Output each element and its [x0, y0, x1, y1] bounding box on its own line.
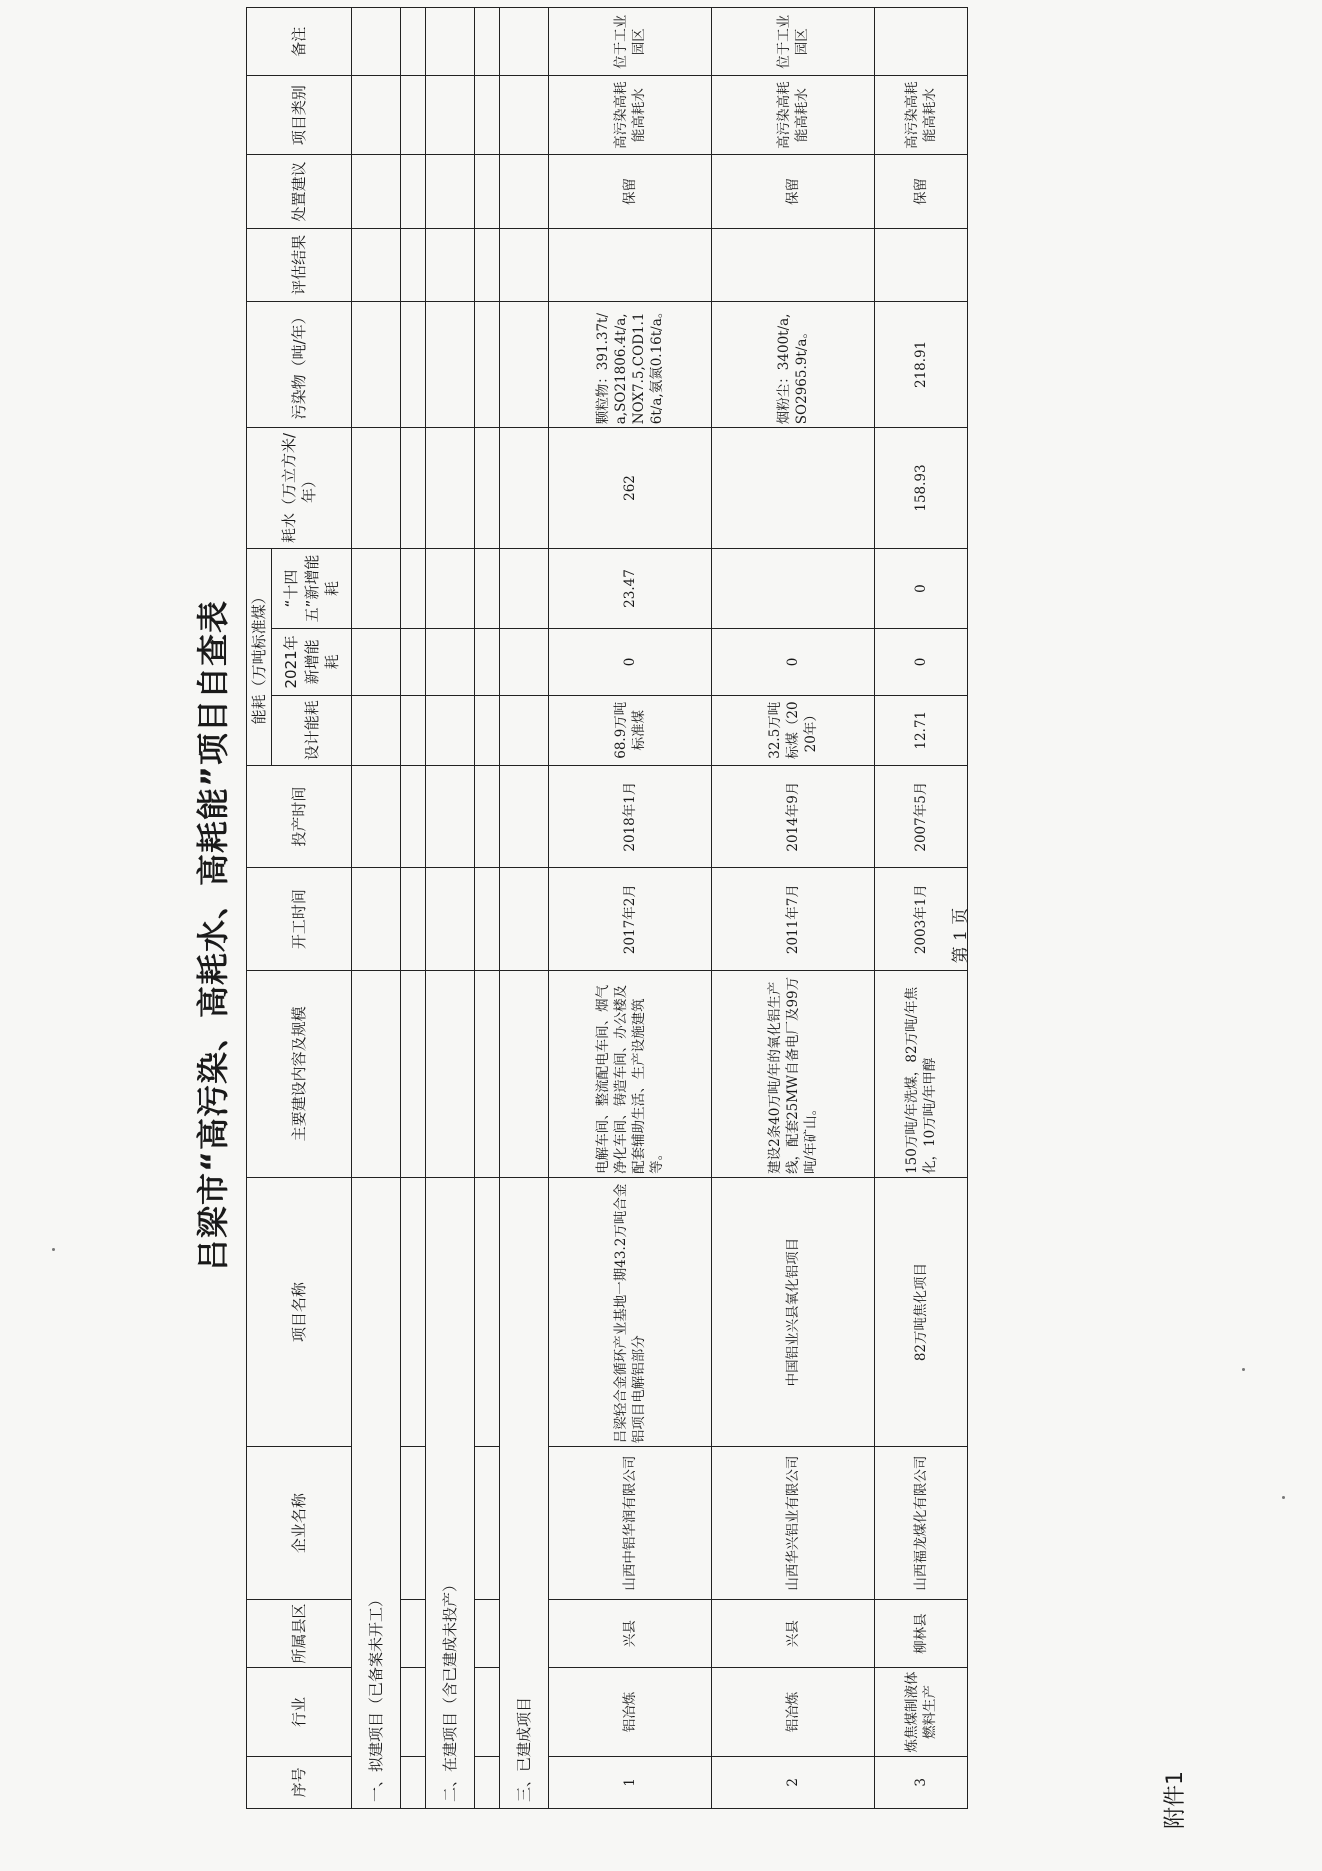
- cell-industry: 炼焦煤制液体燃料生产: [875, 1668, 968, 1756]
- header-content: 主要建设内容及规模: [247, 970, 352, 1177]
- scan-speck: [1282, 1496, 1285, 1499]
- cell-water: 158.93: [875, 428, 968, 549]
- cell-industry: 铝冶炼: [549, 1668, 712, 1756]
- section-row-built: [500, 8, 549, 1809]
- cell-project: 吕梁轻合金循环产业基地一期43.2万吨合金铝项目电解铝部分: [549, 1177, 712, 1446]
- scan-speck: [52, 1248, 55, 1251]
- header-company: 企业名称: [247, 1447, 352, 1600]
- header-seq: 序号: [247, 1756, 352, 1808]
- cell-content: 电解车间、整流配电车间、烟气净化车间、铸造车间、办公楼及配套辅助生活、生产设施建筑等。: [549, 970, 712, 1177]
- cell-design-energy: 32.5万吨标煤（2020年）: [712, 695, 875, 765]
- cell-pollutant: 烟粉尘：3400t/a,SO2965.9t/a。: [712, 301, 875, 428]
- header-project: 项目名称: [247, 1177, 352, 1446]
- self-check-table: [246, 7, 968, 1809]
- cell-company: 山西福龙煤化有限公司: [875, 1447, 968, 1600]
- cell-start: 2011年7月: [712, 868, 875, 971]
- empty-row: [401, 8, 426, 1809]
- cell-county: 柳林县: [875, 1599, 968, 1667]
- cell-seq: 3: [875, 1756, 968, 1808]
- cell-evaluation: [549, 229, 712, 301]
- cell-seq: 2: [712, 1756, 875, 1808]
- cell-remark: 位于工业园区: [712, 8, 875, 76]
- page-title: 吕梁市“高污染、高耗水、高耗能”项目自查表: [194, 599, 232, 1272]
- empty-row: [475, 8, 500, 1809]
- cell-content: 150万吨/年洗煤，82万吨/年焦化，10万吨/年甲醇: [875, 970, 968, 1177]
- header-disposal: 处置建议: [247, 154, 352, 228]
- cell-water: 262: [549, 428, 712, 549]
- cell-county: 兴县: [549, 1599, 712, 1667]
- cell-design-energy: 12.71: [875, 695, 968, 765]
- cell-disposal: 保留: [549, 154, 712, 228]
- cell-company: 山西华兴铝业有限公司: [712, 1447, 875, 1600]
- cell-remark: 位于工业园区: [549, 8, 712, 76]
- cell-disposal: 保留: [712, 154, 875, 228]
- cell-pollutant: 218.91: [875, 301, 968, 428]
- section-label-built: 三、已建成项目: [500, 1177, 549, 1808]
- cell-energy-2021: 0: [549, 629, 712, 695]
- header-row: [247, 8, 272, 1809]
- cell-category: 高污染高耗能高耗水: [549, 76, 712, 154]
- cell-pollutant: 颗粒物：391.37t/a,SO21806.4t/a,NOX7.5,COD1.16t/a,氨氮0.16t/a。: [549, 301, 712, 428]
- header-production: 投产时间: [247, 765, 352, 868]
- page-number: 第 1 页: [951, 907, 971, 964]
- cell-energy-14th: [712, 548, 875, 628]
- cell-start: 2017年2月: [549, 868, 712, 971]
- cell-energy-2021: 0: [875, 629, 968, 695]
- section-label-planned: 一、拟建项目（已备案未开工）: [352, 1177, 401, 1808]
- header-county: 所属县区: [247, 1599, 352, 1667]
- cell-design-energy: 68.9万吨标准煤: [549, 695, 712, 765]
- cell-content: 建设2条40万吨/年的氧化铝生产线，配套25MW自备电厂及99万吨/年矿山。: [712, 970, 875, 1177]
- header-category: 项目类别: [247, 76, 352, 154]
- annex-label: 附件1: [1163, 1771, 1188, 1829]
- header-evaluation: 评估结果: [247, 229, 352, 301]
- cell-start: 2003年1月: [875, 868, 968, 971]
- cell-county: 兴县: [712, 1599, 875, 1667]
- header-industry: 行业: [247, 1668, 352, 1756]
- section-row-under-construction: [426, 8, 475, 1809]
- cell-production: 2018年1月: [549, 765, 712, 868]
- cell-category: 高污染高耗能高耗水: [712, 76, 875, 154]
- cell-industry: 铝冶炼: [712, 1668, 875, 1756]
- header-remark: 备注: [247, 8, 352, 76]
- header-pollutant: 污染物（吨/年）: [247, 301, 352, 428]
- cell-energy-14th: 0: [875, 548, 968, 628]
- header-water: 耗水（万立方米/年）: [247, 428, 352, 549]
- cell-project: 82万吨焦化项目: [875, 1177, 968, 1446]
- scan-speck: [1242, 1368, 1245, 1371]
- cell-evaluation: [712, 229, 875, 301]
- cell-production: 2007年5月: [875, 765, 968, 868]
- cell-energy-2021: 0: [712, 629, 875, 695]
- header-energy-group: 能耗（万吨标准煤）: [247, 548, 272, 765]
- cell-category: 高污染高耗能高耗水: [875, 76, 968, 154]
- section-row-planned: [352, 8, 401, 1809]
- cell-seq: 1: [549, 1756, 712, 1808]
- header-energy-14th: “十四五”新增能耗: [272, 548, 352, 628]
- section-label-under-construction: 二、在建项目（含已建成未投产）: [426, 1177, 475, 1808]
- header-design-energy: 设计能耗: [272, 695, 352, 765]
- cell-production: 2014年9月: [712, 765, 875, 868]
- table-row: [549, 8, 712, 1809]
- cell-water: [712, 428, 875, 549]
- cell-disposal: 保留: [875, 154, 968, 228]
- header-energy-2021: 2021年新增能耗: [272, 629, 352, 695]
- header-start: 开工时间: [247, 868, 352, 971]
- cell-energy-14th: 23.47: [549, 548, 712, 628]
- cell-project: 中国铝业兴县氧化铝项目: [712, 1177, 875, 1446]
- table-row: [712, 8, 875, 1809]
- cell-company: 山西中铝华润有限公司: [549, 1447, 712, 1600]
